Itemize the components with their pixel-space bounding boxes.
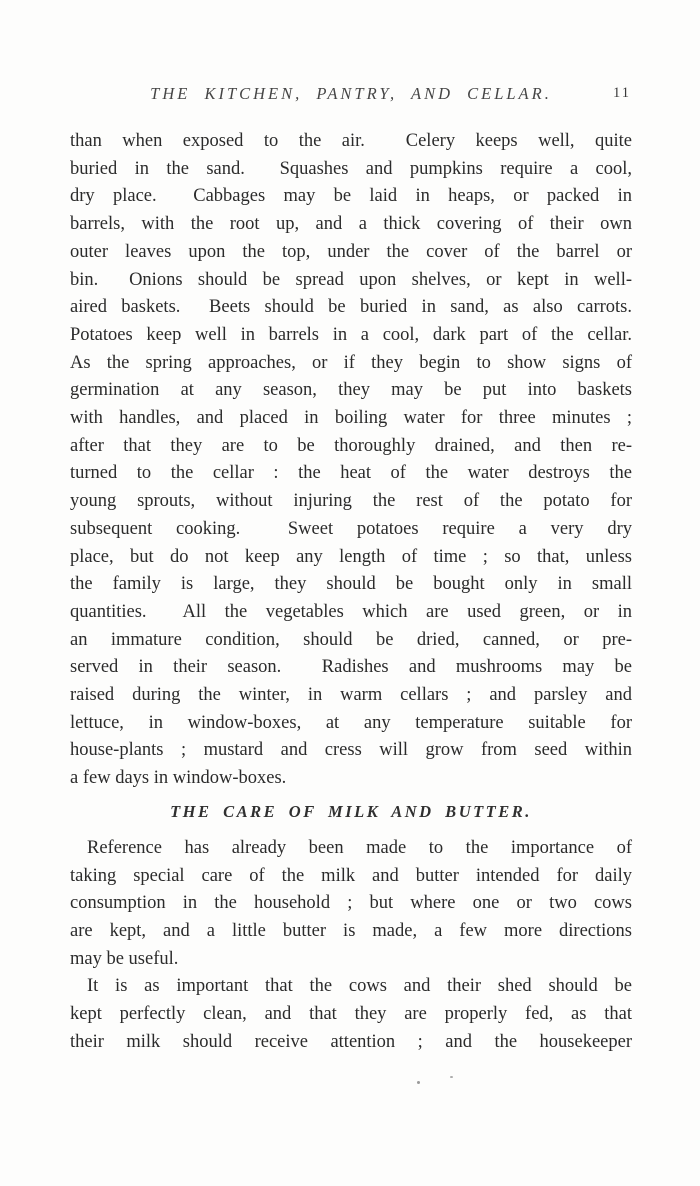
scan-speck [417,1081,420,1084]
text-line: buried in the sand. Squashes and pumpkins require a cool, [70,158,632,179]
text-line: the family is large, they should be bought only in small [70,574,632,595]
text-line: turned to the cellar : the heat of the water destroys the [70,463,632,484]
text-line: are kept, and a little butter is made, a few more directions [70,920,632,941]
text-line: kept perfectly clean, and that they are properly fed, as that [70,1004,632,1025]
running-title: THE KITCHEN, PANTRY, AND CELLAR. [150,84,552,103]
text-line: a few days in window-boxes. [70,768,287,789]
text-line: Potatoes keep well in barrels in a cool, dark part of the cellar. [70,324,632,345]
text-line: lettuce, in window-boxes, at any temperature suitable for [70,712,632,733]
text-line: than when exposed to the air. Celery keeps well, quite [70,131,632,151]
text-column [70,128,632,1057]
scan-speck [450,1076,453,1078]
text-line: subsequent cooking. Sweet potatoes require a very dry [70,518,632,539]
text-line: aired baskets. Beets should be buried in sand, as also carrots. [70,297,632,318]
text-line: raised during the winter, in warm cellars ; and parsley and [70,685,632,706]
section-heading: THE CARE OF MILK AND BUTTER. [170,801,532,821]
text-line: quantities. All the vegetables which are used green, or in [70,601,632,622]
text-line: germination at any season, they may be put into baskets [70,380,632,401]
paragraph-milk-butter-intro [70,835,632,974]
text-line: after that they are to be thoroughly drained, and then re- [70,435,632,456]
text-line: their milk should receive attention ; and the housekeeper [70,1031,632,1052]
paragraph-vegetable-storage [70,128,632,793]
text-line: bin. Onions should be spread upon shelves, or kept in well- [70,269,632,290]
page-number: 11 [613,85,631,101]
text-line: consumption in the household ; but where one or two cows [70,893,632,914]
text-line: with handles, and placed in boiling water for three minutes ; [70,408,632,429]
text-line: place, but do not keep any length of time ; so that, unless [70,546,632,567]
paragraph-cow-care [70,973,632,1056]
text-line: It is as important that the cows and their shed should be [87,976,632,997]
page-header [70,84,632,106]
text-line: served in their season. Radishes and mushrooms may be [70,657,632,678]
text-line: Reference has already been made to the importance of [87,837,632,858]
text-line: dry place. Cabbages may be laid in heaps, or packed in [70,186,632,207]
text-line: taking special care of the milk and butter intended for daily [70,865,632,886]
text-line: an immature condition, should be dried, canned, or pre- [70,629,632,650]
text-line: barrels, with the root up, and a thick covering of their own [70,214,632,235]
text-line: young sprouts, without injuring the rest of the potato for [70,491,632,512]
text-line: As the spring approaches, or if they begin to show signs of [70,352,632,373]
text-line: may be useful. [70,948,179,969]
text-line: house-plants ; mustard and cress will grow from seed within [70,740,632,761]
text-line: outer leaves upon the top, under the cover of the barrel or [70,241,632,262]
